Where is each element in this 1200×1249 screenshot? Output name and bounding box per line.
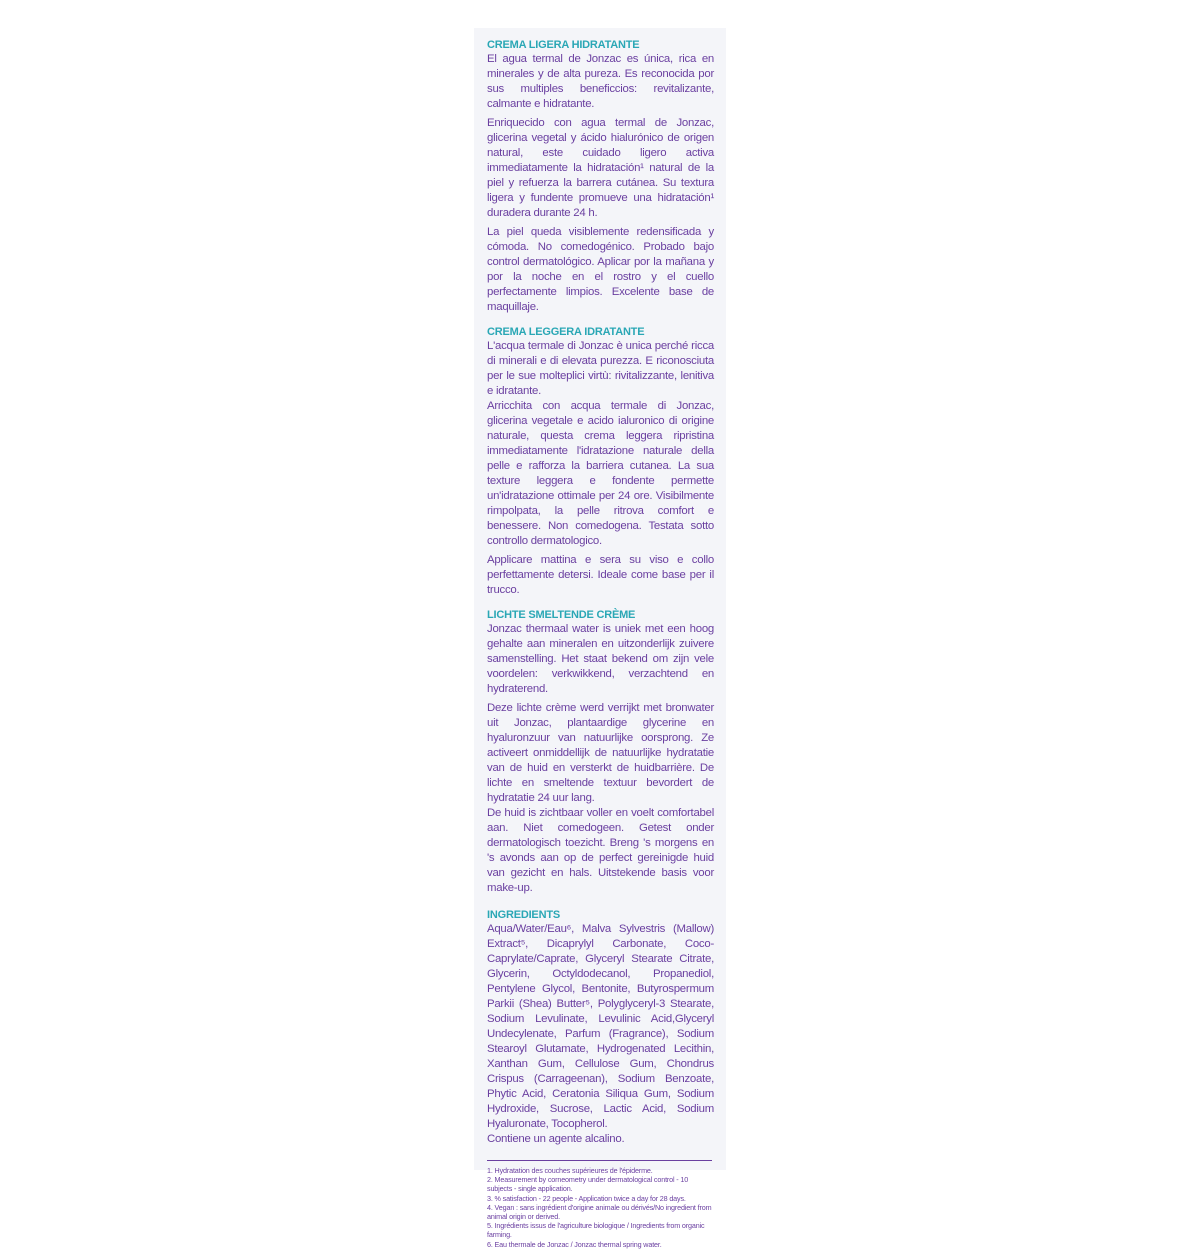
alkaline-note: Contiene un agente alcalino.	[487, 1133, 625, 1145]
spacer	[487, 896, 714, 908]
footnote-5: 5. Ingrédients issus de l'agriculture biologique / Ingredients from organic farming.	[487, 1221, 705, 1240]
dutch-paragraph-3: De huid is zichtbaar voller en voelt comfortabel aan. Niet comedogeen. Getest onder dermatologisch toezicht. Breng 's morgens en 's avonds aan op de perfect gereinigde huid van gezicht en hals. Uitstekende basis voor make-up.	[487, 807, 714, 894]
footnote-1: 1. Hydratation des couches supérieures de l'épiderme.	[487, 1166, 653, 1175]
footnote-3: 3. % satisfaction - 22 people - Application twice a day for 28 days.	[487, 1193, 686, 1203]
dutch-section	[487, 608, 714, 896]
spanish-section	[487, 38, 714, 315]
dutch-heading: LICHTE SMELTENDE CRÈME	[487, 609, 636, 621]
footnotes	[487, 1166, 714, 1249]
spacer	[487, 315, 714, 325]
italian-section	[487, 325, 714, 598]
italian-heading: CREMA LEGGERA IDRATANTE	[487, 326, 645, 338]
italian-paragraph-2: Arricchita con acqua termale di Jonzac, glicerina vegetale e acido ialuronico di origine naturale, questa crema leggera ripristina immediatamente l'idratazione naturale della pelle e rafforza la barriera cutanea. La sua texture leggera e fondente permette un'idratazione ottimale per 24 ore. Visibilmente rimpolpata, la pelle ritrova comfort e benessere. Non comedogena. Testata sotto controllo dermatologico.	[487, 400, 714, 547]
spanish-heading: CREMA LIGERA HIDRATANTE	[487, 39, 640, 51]
footnote-2: 2. Measurement by corneometry under dermatological control - 10 subjects - single application.	[487, 1175, 689, 1194]
footnote-6: 6. Eau thermale de Jonzac / Jonzac thermal spring water.	[487, 1239, 662, 1249]
ingredients-heading: INGREDIENTS	[487, 909, 560, 921]
spanish-paragraph-3: La piel queda visiblemente redensificada y cómoda. No comedogénico. Probado bajo control dermatológico. Aplicar por la mañana y por la noche en el rostro y el cuello perfectamente limpios. Excelente base de maquillaje.	[487, 226, 714, 313]
spanish-paragraph-2: Enriquecido con agua termal de Jonzac, glicerina vegetal y ácido hialurónico de origen natural, este cuidado ligero activa immediatamente la hidratación¹ natural de la piel y refuerza la barrera cutánea. Su textura ligera y fundente promueve una hidratación¹ duradera durante 24 h.	[487, 117, 714, 219]
footnote-divider	[487, 1160, 712, 1161]
italian-paragraph-3: Applicare mattina e sera su viso e collo perfettamente detersi. Ideale come base per il trucco.	[487, 554, 714, 596]
ingredients-list: Aqua/Water/Eau⁶, Malva Sylvestris (Mallow) Extract⁵, Dicaprylyl Carbonate, Coco-Caprylate/Caprate, Glyceryl Stearate Citrate, Glycerin, Octyldodecanol, Propanediol, Pentylene Glycol, Bentonite, Butyrospermum Parkii (Shea) Butter⁵, Polyglyceryl-3 Stearate, Sodium Levulinate, Levulinic Acid,Glyceryl Undecylenate, Parfum (Fragrance), Sodium Stearoyl Glutamate, Hydrogenated Lecithin, Xanthan Gum, Cellulose Gum, Chondrus Crispus (Carrageenan), Sodium Benzoate, Phytic Acid, Ceratonia Siliqua Gum, Sodium Hydroxide, Sucrose, Lactic Acid, Sodium Hyaluronate, Tocopherol.	[487, 923, 714, 1130]
product-text-panel	[474, 28, 726, 1249]
spacer	[487, 598, 714, 608]
ingredients-section	[487, 908, 714, 1147]
footnote-4: 4. Vegan : sans ingrédient d'origine animale ou dérivés/No ingredient from animal origin or derived.	[487, 1202, 712, 1222]
dutch-paragraph-2: Deze lichte crème werd verrijkt met bronwater uit Jonzac, plantaardige glycerine en hyaluronzuur van natuurlijke oorsprong. Ze activeert onmiddellijk de natuurlijke hydratatie van de huid en versterkt de huidbarrière. De lichte en smeltende textuur bevordert de hydratatie 24 uur lang.	[487, 702, 714, 804]
italian-paragraph-1: L'acqua termale di Jonzac è unica perché ricca di minerali e di elevata purezza. E riconosciuta per le sue molteplici virtù: rivitalizzante, lenitiva e idratante.	[487, 340, 714, 397]
spanish-paragraph-1: El agua termal de Jonzac es única, rica en minerales y de alta pureza. Es reconocida por sus multiples beneficcios: revitalizante, calmante e hidratante.	[487, 53, 714, 110]
dutch-paragraph-1: Jonzac thermaal water is uniek met een hoog gehalte aan mineralen en uitzonderlijk zuivere samenstelling. Het staat bekend om zijn vele voordelen: verkwikkend, verzachtend en hydraterend.	[487, 623, 714, 695]
